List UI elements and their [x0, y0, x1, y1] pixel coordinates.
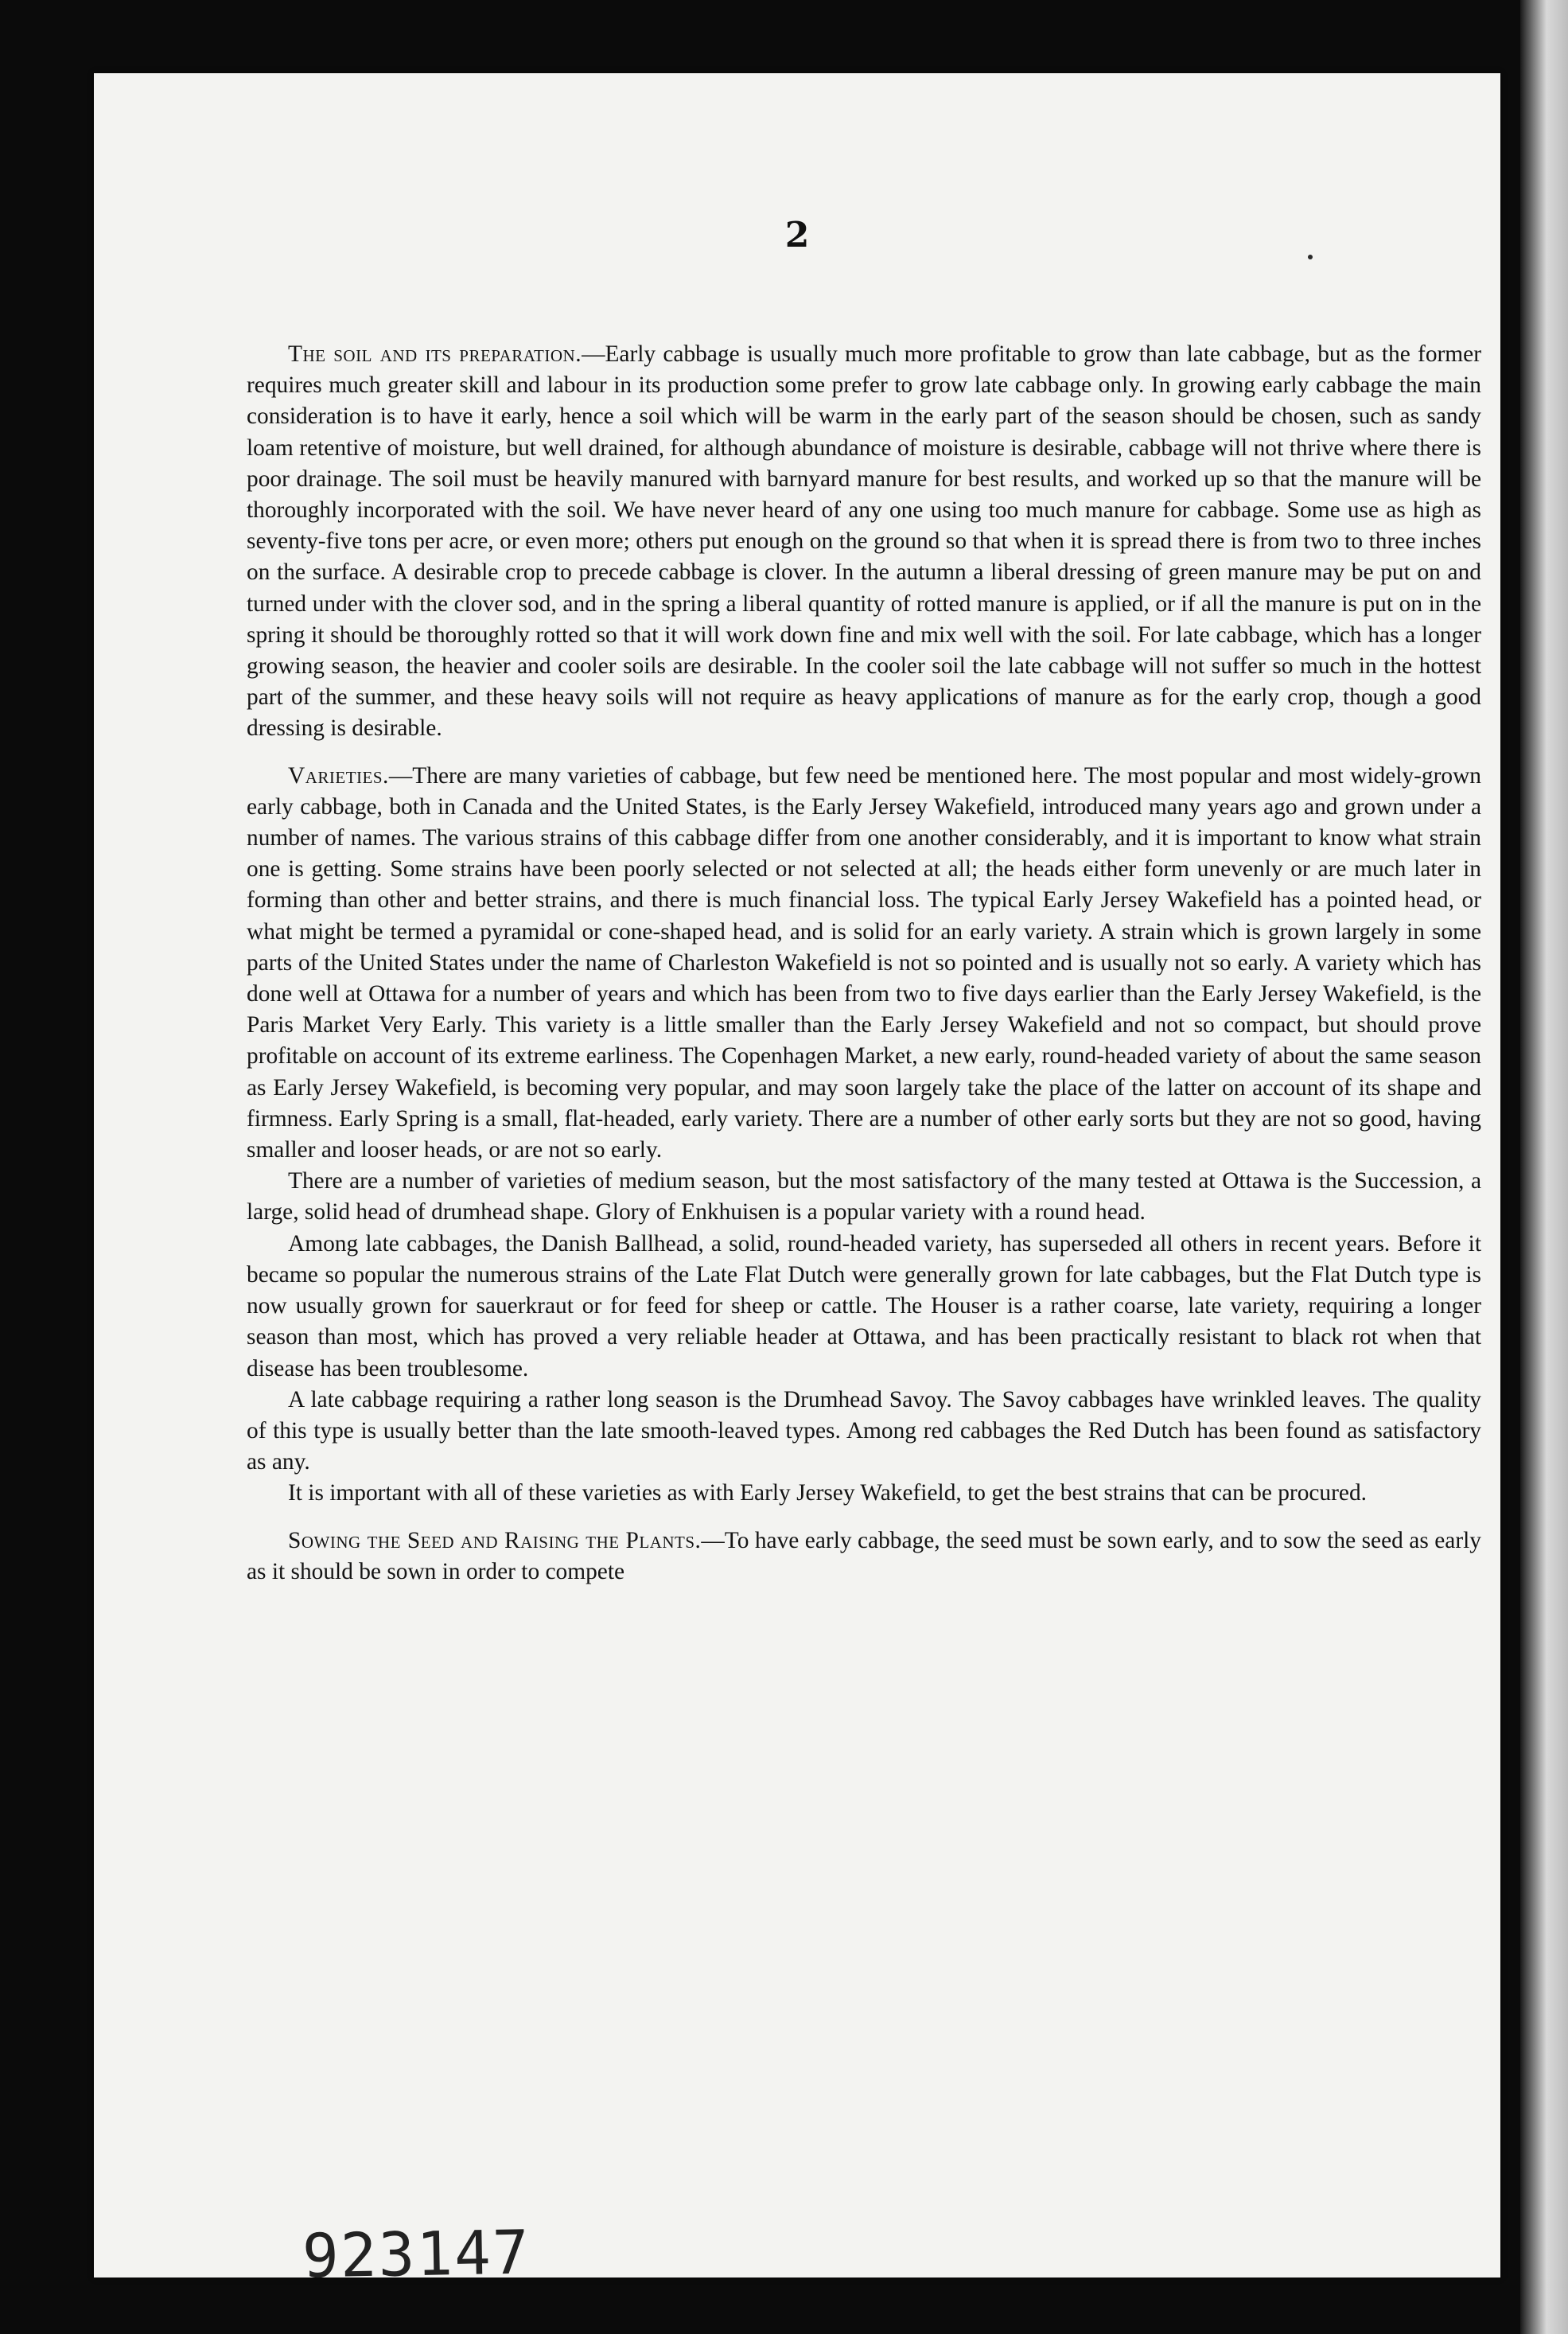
paragraph-text: —Early cabbage is usually much more profitable to grow than late cabbage, but as the former requires much greater skill and labour in its production some prefer to grow late cabbage only. In growing early cabbage the main consideration is to have it early, hence a soil which will be warm in the early part of the season should be chosen, such as sandy loam retentive of moisture, but well drained, for although abundance of moisture is desirable, cabbage will not thrive where there is poor drainage. The soil must be heavily manured with barnyard manure for best results, and worked up so that the manure will be thoroughly incorporated with the soil. We have never heard of any one using too much manure for cabbage. Some use as high as seventy-five tons per acre, or even more; others put enough on the ground so that when it is spread there is from two to three inches on the surface. A desirable crop to precede cabbage is clover. In the autumn a liberal dressing of green manure may be put on and turned under with the clover sod, and in the spring a liberal quantity of rotted manure is applied, or if all the manure is put on in the spring it should be thoroughly rotted so that it will work down fine and mix well with the soil. For late cabbage, which has a longer growing season, the heavier and cooler soils are desirable. In the cooler soil the late cabbage will not suffer so much in the hottest part of the summer, and these heavy soils will not require as heavy applications of manure as for the early crop, though a good dressing is desirable. — [247, 341, 1481, 742]
body-text — [247, 339, 1481, 1588]
section-heading-soil: The soil and its preparation. — [288, 341, 582, 367]
paragraph-medium-season — [247, 1166, 1481, 1228]
paragraph-text: —To have early cabbage, the seed must be sown early, and to sow the seed as early as it should be sown in order to compete — [247, 1527, 1481, 1584]
document-page — [94, 73, 1500, 2292]
section-heading-varieties: Varieties. — [288, 762, 389, 789]
paragraph-varieties — [247, 761, 1481, 1167]
paragraph-text: A late cabbage requiring a rather long season is the Drumhead Savoy. The Savoy cabbages have wrinkled leaves. The quality of this type is usually better than the late smooth-leaved types. Among red cabbages the Red Dutch has been found as satisfactory as any. — [247, 1386, 1481, 1475]
paragraph-text: Among late cabbages, the Danish Ballhead, a solid, round-headed variety, has superseded all others in recent years. Before it became so popular the numerous strains of the Late Flat Dutch were generally grown for late cabbages, but the Flat Dutch type is now usually grown for sauerkraut or for feed for sheep or cattle. The Houser is a rather coarse, late variety, requiring a longer season than most, which has proved a very reliable header at Ottawa, and has been practically resistant to black rot when that disease has been troublesome. — [247, 1230, 1481, 1381]
paragraph-late-cabbages — [247, 1229, 1481, 1385]
paragraph-text: —There are many varieties of cabbage, but few need be mentioned here. The most popular and most widely-grown early cabbage, both in Canada and the United States, is the Early Jersey Wakefield, introduced many years ago and grown under a number of names. The various strains of this cabbage differ from one another considerably, and it is important to know what strain one is getting. Some strains have been poorly selected or not selected at all; the heads either form unevenly or are much later in forming than other and better strains, and there is much financial loss. The typical Early Jersey Wakefield has a pointed head, or what might be termed a pyramidal or cone-shaped head, and is solid for an early variety. A strain which is grown largely in some parts of the United States under the name of Charleston Wakefield is not so pointed and is usually not so early. A variety which has done well at Ottawa for a number of years and which has been from two to five days earlier than the Early Jersey Wakefield, is the Paris Market Very Early. This variety is a little smaller than the Early Jersey Wakefield and not so compact, but should prove profitable on account of its extreme earliness. The Copenhagen Market, a new early, round-headed variety of about the same season as Early Jersey Wakefield, is becoming very popular, and may soon largely take the place of the latter on account of its shape and firmness. Early Spring is a small, flat-headed, early variety. There are a number of other early sorts but they are not so good, having smaller and looser heads, or are not so early. — [247, 762, 1481, 1163]
paragraph-soil-preparation — [247, 339, 1481, 745]
adjacent-page-edge — [1520, 0, 1568, 2334]
print-speck — [1308, 255, 1313, 259]
paragraph-savoy — [247, 1385, 1481, 1479]
section-heading-sowing: Sowing the Seed and Raising the Plants. — [288, 1527, 702, 1553]
page-number: 2 — [784, 215, 810, 255]
paragraph-sowing-seed — [247, 1525, 1481, 1588]
paragraph-text: It is important with all of these varieties as with Early Jersey Wakefield, to get the best strains that can be procured. — [288, 1480, 1368, 1506]
handwritten-stamp-number: 923147 — [302, 2216, 531, 2292]
paragraph-text: There are a number of varieties of medium season, but the most satisfactory of the many tested at Ottawa is the Succession, a large, solid head of drumhead shape. Glory of Enkhuisen is a popular variety with a round head. — [247, 1168, 1481, 1225]
paragraph-strains — [247, 1478, 1481, 1509]
